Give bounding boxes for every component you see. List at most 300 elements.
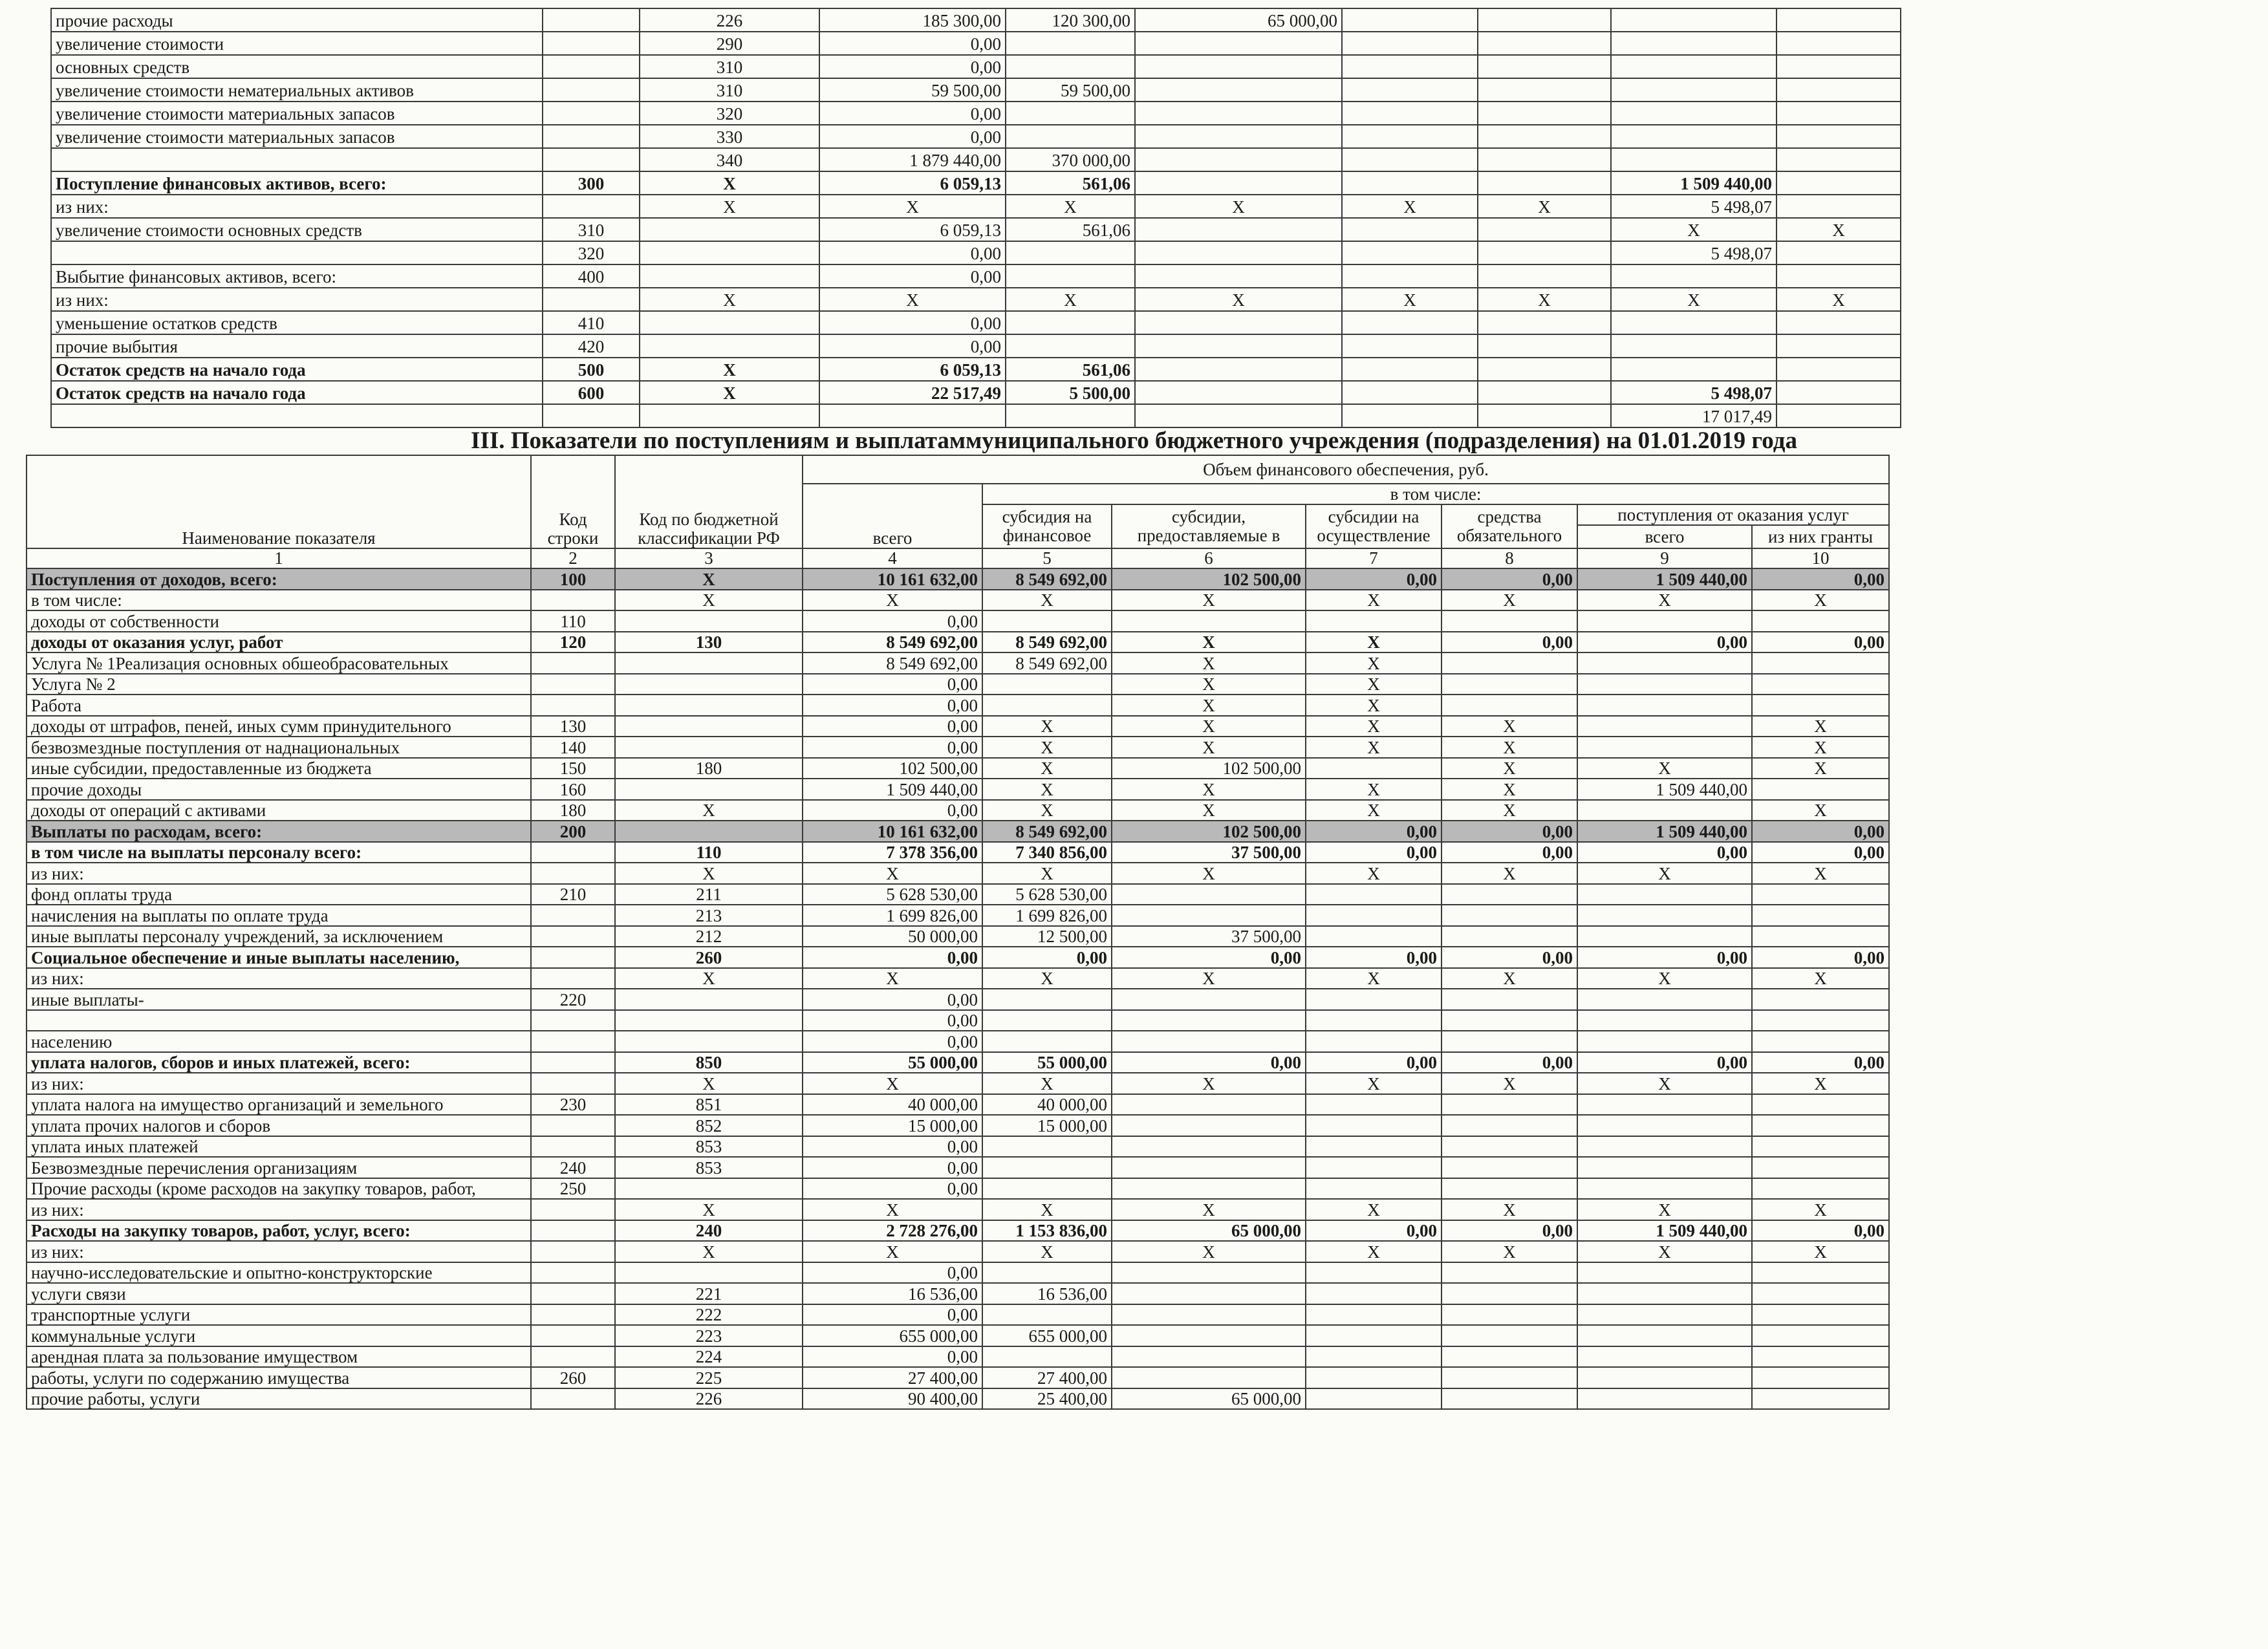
cell-c4: 0,00 [803, 674, 982, 695]
cell-c4: 0,00 [803, 1010, 982, 1031]
cell-c5 [982, 1010, 1112, 1031]
column-number: 2 [531, 548, 615, 568]
cell-c5 [1006, 264, 1135, 288]
cell-name: Поступления от доходов, всего: [27, 568, 531, 590]
cell-c7 [1342, 404, 1478, 427]
table-row [27, 1199, 1889, 1220]
cell-c10 [1752, 926, 1889, 947]
cell-c8 [1442, 884, 1577, 905]
cell-c9: 1 509 440,00 [1577, 568, 1752, 590]
cell-c7: 0,00 [1306, 842, 1442, 863]
cell-code: 180 [531, 800, 615, 821]
cell-kbk: X [615, 1073, 803, 1094]
cell-c5: 25 400,00 [982, 1388, 1112, 1410]
cell-c6: X [1112, 1073, 1306, 1094]
cell-c6: 37 500,00 [1112, 926, 1306, 947]
header-c8: средства обязательного [1442, 504, 1577, 548]
table-row [51, 311, 1901, 334]
table-row [27, 863, 1889, 884]
cell-c6: X [1112, 716, 1306, 737]
cell-c10 [1752, 1262, 1889, 1284]
cell-c7: 0,00 [1306, 947, 1442, 968]
cell-c9 [1577, 800, 1752, 821]
cell-c9: 5 498,07 [1611, 195, 1777, 218]
table-row [27, 568, 1889, 590]
cell-c10 [1752, 1157, 1889, 1178]
cell-kbk [615, 716, 803, 737]
cell-c8 [1442, 1136, 1577, 1158]
cell-c9 [1611, 8, 1777, 32]
cell-c10: 0,00 [1752, 821, 1889, 842]
cell-c5: 370 000,00 [1006, 148, 1135, 171]
cell-c10 [1752, 1367, 1889, 1388]
cell-c5: X [982, 716, 1112, 737]
cell-c9 [1611, 358, 1777, 381]
cell-c8 [1478, 334, 1611, 358]
cell-c10 [1752, 674, 1889, 695]
cell-c5 [982, 1136, 1112, 1158]
cell-c7: X [1306, 779, 1442, 800]
cell-name: безвозмездные поступления от наднациональных [27, 737, 531, 758]
cell-c8 [1478, 381, 1611, 404]
cell-name: из них: [51, 288, 543, 311]
cell-kbk: 330 [640, 125, 819, 148]
cell-c7 [1306, 1367, 1442, 1388]
cell-c10: X [1752, 758, 1889, 779]
cell-c6 [1112, 1115, 1306, 1136]
cell-c10 [1752, 1178, 1889, 1200]
header-incl: в том числе: [982, 484, 1889, 504]
cell-c8 [1442, 1346, 1577, 1368]
cell-c9: 0,00 [1577, 1052, 1752, 1073]
cell-c7 [1306, 758, 1442, 779]
cell-c7: X [1306, 590, 1442, 611]
cell-name: арендная плата за пользование имуществом [27, 1346, 531, 1368]
cell-c4: 5 628 530,00 [803, 884, 982, 905]
cell-c7 [1306, 1283, 1442, 1304]
cell-c10: X [1752, 968, 1889, 989]
cell-c8 [1442, 1031, 1577, 1052]
cell-c7 [1342, 78, 1478, 102]
cell-c7 [1342, 55, 1478, 78]
cell-code: 410 [543, 311, 640, 334]
cell-kbk: X [615, 968, 803, 989]
cell-c6 [1112, 905, 1306, 926]
cell-c6 [1135, 125, 1342, 148]
cell-c9: 1 509 440,00 [1611, 171, 1777, 195]
cell-code: 200 [531, 821, 615, 842]
cell-kbk [615, 695, 803, 716]
cell-c8 [1478, 311, 1611, 334]
cell-code: 320 [543, 241, 640, 264]
cell-c7: 0,00 [1306, 821, 1442, 842]
cell-name: основных средств [51, 55, 543, 78]
cell-c6 [1112, 1010, 1306, 1031]
cell-c4: X [819, 195, 1006, 218]
cell-c9 [1577, 884, 1752, 905]
cell-kbk: 213 [615, 905, 803, 926]
cell-c9 [1577, 1136, 1752, 1158]
column-number: 1 [27, 548, 531, 568]
cell-c7 [1306, 1031, 1442, 1052]
cell-c6: 0,00 [1112, 947, 1306, 968]
cell-c6: 102 500,00 [1112, 758, 1306, 779]
table-row [51, 148, 1901, 171]
cell-c8 [1478, 241, 1611, 264]
cell-c4: 40 000,00 [803, 1094, 982, 1116]
cell-c6: 65 000,00 [1135, 8, 1342, 32]
cell-code [531, 1199, 615, 1220]
cell-c9: 1 509 440,00 [1577, 779, 1752, 800]
cell-code [531, 1073, 615, 1094]
cell-kbk: 340 [640, 148, 819, 171]
cell-c6 [1135, 148, 1342, 171]
cell-code [543, 195, 640, 218]
cell-c5: X [982, 1073, 1112, 1094]
cell-kbk [640, 264, 819, 288]
cell-name: прочие работы, услуги [27, 1388, 531, 1410]
table-row [51, 334, 1901, 358]
cell-c5: X [982, 737, 1112, 758]
cell-kbk [640, 241, 819, 264]
cell-c9: 5 498,07 [1611, 241, 1777, 264]
cell-c4: X [819, 288, 1006, 311]
cell-c10 [1752, 905, 1889, 926]
cell-c10: X [1752, 737, 1889, 758]
cell-c6 [1112, 1283, 1306, 1304]
cell-code: 120 [531, 632, 615, 653]
cell-c7: X [1306, 674, 1442, 695]
cell-kbk: 222 [615, 1304, 803, 1326]
cell-c10: 0,00 [1752, 568, 1889, 590]
cell-c8: X [1442, 779, 1577, 800]
cell-name: транспортные услуги [27, 1304, 531, 1326]
cell-c7: 0,00 [1306, 568, 1442, 590]
cell-c4: 50 000,00 [803, 926, 982, 947]
cell-c6 [1135, 218, 1342, 241]
cell-c5: X [982, 1241, 1112, 1262]
table-row [27, 968, 1889, 989]
cell-name: работы, услуги по содержанию имущества [27, 1367, 531, 1388]
cell-c6: X [1112, 863, 1306, 884]
cell-kbk: X [640, 358, 819, 381]
cell-c4: 0,00 [819, 55, 1006, 78]
cell-c4: 1 509 440,00 [803, 779, 982, 800]
cell-c6: X [1112, 968, 1306, 989]
cell-c7: X [1306, 716, 1442, 737]
cell-c7 [1306, 905, 1442, 926]
cell-c5: X [1006, 288, 1135, 311]
cell-c5: 16 536,00 [982, 1283, 1112, 1304]
cell-code [531, 926, 615, 947]
cell-c8 [1478, 8, 1611, 32]
cell-c8: X [1442, 1199, 1577, 1220]
cell-c9 [1611, 32, 1777, 55]
cell-kbk [640, 334, 819, 358]
table-row [27, 610, 1889, 632]
cell-c5: 15 000,00 [982, 1115, 1112, 1136]
cell-c9: 1 509 440,00 [1577, 1220, 1752, 1242]
cell-name: прочие расходы [51, 8, 543, 32]
cell-c7 [1342, 241, 1478, 264]
table-row [27, 1346, 1889, 1368]
cell-c10: 0,00 [1752, 1220, 1889, 1242]
cell-c6: 102 500,00 [1112, 568, 1306, 590]
table-row [51, 404, 1901, 427]
cell-c8 [1478, 55, 1611, 78]
cell-c8: 0,00 [1442, 842, 1577, 863]
cell-c5 [982, 1178, 1112, 1200]
cell-c7: X [1306, 695, 1442, 716]
header-total: всего [803, 484, 982, 548]
cell-c9: 5 498,07 [1611, 381, 1777, 404]
table-row [27, 842, 1889, 863]
cell-c5: X [982, 968, 1112, 989]
cell-name: Прочие расходы (кроме расходов на закупку товаров, работ, [27, 1178, 531, 1200]
cell-c5: 7 340 856,00 [982, 842, 1112, 863]
table-row [51, 171, 1901, 195]
cell-c5 [982, 1346, 1112, 1368]
cell-c5: 655 000,00 [982, 1325, 1112, 1346]
table-row [27, 1094, 1889, 1116]
cell-c9 [1611, 264, 1777, 288]
table-row [27, 590, 1889, 611]
cell-c6: 37 500,00 [1112, 842, 1306, 863]
header-name: Наименование показателя [27, 455, 531, 548]
cell-code: 140 [531, 737, 615, 758]
cell-name: фонд оплаты труда [27, 884, 531, 905]
cell-name: иные выплаты- [27, 989, 531, 1010]
cell-c9 [1577, 674, 1752, 695]
cell-c9 [1577, 1367, 1752, 1388]
cell-code [531, 1052, 615, 1073]
cell-c4: 0,00 [819, 241, 1006, 264]
cell-c10: 0,00 [1752, 1052, 1889, 1073]
cell-kbk [615, 1262, 803, 1284]
cell-c10 [1752, 1388, 1889, 1410]
cell-c8: X [1442, 968, 1577, 989]
cell-c7 [1342, 334, 1478, 358]
cell-c5: 120 300,00 [1006, 8, 1135, 32]
cell-code [543, 288, 640, 311]
cell-c6: 65 000,00 [1112, 1220, 1306, 1242]
cell-code [531, 863, 615, 884]
cell-c10 [1752, 1325, 1889, 1346]
cell-kbk [615, 1178, 803, 1200]
cell-code: 600 [543, 381, 640, 404]
cell-c8 [1442, 610, 1577, 632]
cell-c7: X [1342, 195, 1478, 218]
cell-code [531, 1388, 615, 1410]
cell-code [531, 1325, 615, 1346]
cell-c5: 40 000,00 [982, 1094, 1112, 1116]
cell-c8 [1442, 1010, 1577, 1031]
cell-c7: X [1306, 800, 1442, 821]
header-services: поступления от оказания услуг [1577, 504, 1889, 525]
table-row [51, 264, 1901, 288]
cell-name: доходы от собственности [27, 610, 531, 632]
cell-code: 210 [531, 884, 615, 905]
column-number: 9 [1577, 548, 1752, 568]
cell-c10 [1752, 1115, 1889, 1136]
cell-c6: X [1112, 800, 1306, 821]
cell-c10 [1752, 695, 1889, 716]
cell-c10: 0,00 [1752, 632, 1889, 653]
cell-c9 [1611, 311, 1777, 334]
cell-kbk: 110 [615, 842, 803, 863]
cell-c10: 0,00 [1752, 842, 1889, 863]
cell-code [531, 1220, 615, 1242]
table-row [51, 32, 1901, 55]
cell-c10 [1777, 264, 1901, 288]
header-code: Код строки [531, 455, 615, 548]
cell-c10 [1752, 884, 1889, 905]
cell-c5 [982, 610, 1112, 632]
cell-c5: 561,06 [1006, 171, 1135, 195]
cell-c4: 8 549 692,00 [803, 652, 982, 674]
cell-c7 [1306, 610, 1442, 632]
cell-c10: X [1752, 800, 1889, 821]
table-row [51, 358, 1901, 381]
table-row [27, 989, 1889, 1010]
cell-c9 [1611, 102, 1777, 125]
cell-c5 [982, 989, 1112, 1010]
table-row [27, 1178, 1889, 1200]
cell-c5: 5 500,00 [1006, 381, 1135, 404]
cell-c4: 0,00 [819, 102, 1006, 125]
cell-name: прочие выбытия [51, 334, 543, 358]
cell-c8: X [1442, 590, 1577, 611]
cell-c8: X [1478, 195, 1611, 218]
table-row [27, 695, 1889, 716]
cell-c9: X [1577, 968, 1752, 989]
cell-c4: 27 400,00 [803, 1367, 982, 1388]
cell-c10 [1752, 1283, 1889, 1304]
cell-c7 [1342, 358, 1478, 381]
cell-c6 [1135, 264, 1342, 288]
table-row [27, 1031, 1889, 1052]
cell-c9: X [1577, 1241, 1752, 1262]
cell-kbk: 851 [615, 1094, 803, 1116]
cell-c10 [1752, 1094, 1889, 1116]
cell-c8 [1478, 78, 1611, 102]
cell-c6: X [1112, 590, 1306, 611]
cell-code [543, 404, 640, 427]
cell-c8 [1478, 218, 1611, 241]
cell-c8: 0,00 [1442, 632, 1577, 653]
cell-c4: 6 059,13 [819, 218, 1006, 241]
cell-c4: 0,00 [803, 1178, 982, 1200]
cell-c4: 0,00 [803, 800, 982, 821]
cell-c9 [1577, 1115, 1752, 1136]
cell-c4: X [803, 1073, 982, 1094]
cell-code [531, 947, 615, 968]
cell-c8: X [1442, 737, 1577, 758]
cell-c4: 0,00 [819, 125, 1006, 148]
cell-c10: X [1752, 1199, 1889, 1220]
cell-c7: X [1342, 288, 1478, 311]
cell-kbk [615, 779, 803, 800]
table-row [51, 218, 1901, 241]
header-c10: из них гранты [1752, 525, 1889, 548]
table-row [27, 716, 1889, 737]
cell-c8 [1478, 125, 1611, 148]
cell-c8 [1478, 148, 1611, 171]
cell-c4: 0,00 [819, 32, 1006, 55]
cell-c4: 1 699 826,00 [803, 905, 982, 926]
cell-c5: 0,00 [982, 947, 1112, 968]
cell-c5: 8 549 692,00 [982, 652, 1112, 674]
cell-c5 [982, 695, 1112, 716]
cell-c10 [1777, 125, 1901, 148]
cell-c10: X [1752, 716, 1889, 737]
cell-kbk: 850 [615, 1052, 803, 1073]
cell-c7 [1342, 264, 1478, 288]
cell-kbk: X [615, 568, 803, 590]
cell-c9 [1577, 1304, 1752, 1326]
cell-c6 [1112, 1325, 1306, 1346]
cell-code: 250 [531, 1178, 615, 1200]
header-kbk: Код по бюджетной классификации РФ [615, 455, 803, 548]
cell-code: 300 [543, 171, 640, 195]
cell-c5 [1006, 334, 1135, 358]
cell-c8 [1478, 102, 1611, 125]
cell-c6: X [1112, 632, 1306, 653]
cell-c5: X [982, 590, 1112, 611]
top-table [50, 8, 1901, 428]
cell-c9 [1611, 78, 1777, 102]
cell-name: уплата прочих налогов и сборов [27, 1115, 531, 1136]
cell-c10 [1777, 8, 1901, 32]
cell-c7 [1306, 1136, 1442, 1158]
cell-c8 [1442, 695, 1577, 716]
cell-c5 [1006, 241, 1135, 264]
cell-code [543, 8, 640, 32]
table-row [27, 674, 1889, 695]
cell-name: из них: [27, 1073, 531, 1094]
cell-c8 [1442, 1115, 1577, 1136]
cell-c9 [1577, 1325, 1752, 1346]
cell-code [531, 1115, 615, 1136]
cell-c10: X [1752, 863, 1889, 884]
cell-code: 230 [531, 1094, 615, 1116]
cell-c7 [1306, 1115, 1442, 1136]
table-row [27, 1115, 1889, 1136]
cell-c8 [1442, 989, 1577, 1010]
table-row [51, 102, 1901, 125]
table-row [27, 884, 1889, 905]
cell-c4: 0,00 [803, 1346, 982, 1368]
cell-c6 [1135, 171, 1342, 195]
cell-c5: 1 153 836,00 [982, 1220, 1112, 1242]
cell-c10 [1752, 1136, 1889, 1158]
header-c5: субсидия на финансовое [982, 504, 1112, 548]
column-number: 6 [1112, 548, 1306, 568]
cell-c6 [1135, 381, 1342, 404]
cell-c10 [1777, 381, 1901, 404]
cell-c4: 0,00 [803, 1031, 982, 1052]
cell-kbk: 211 [615, 884, 803, 905]
cell-c5 [1006, 125, 1135, 148]
cell-code [543, 55, 640, 78]
cell-name: в том числе на выплаты персоналу всего: [27, 842, 531, 863]
cell-code: 130 [531, 716, 615, 737]
cell-c7 [1342, 218, 1478, 241]
cell-c6 [1112, 989, 1306, 1010]
cell-c4: 0,00 [819, 311, 1006, 334]
cell-name: Остаток средств на начало года [51, 358, 543, 381]
cell-c7 [1306, 1157, 1442, 1178]
